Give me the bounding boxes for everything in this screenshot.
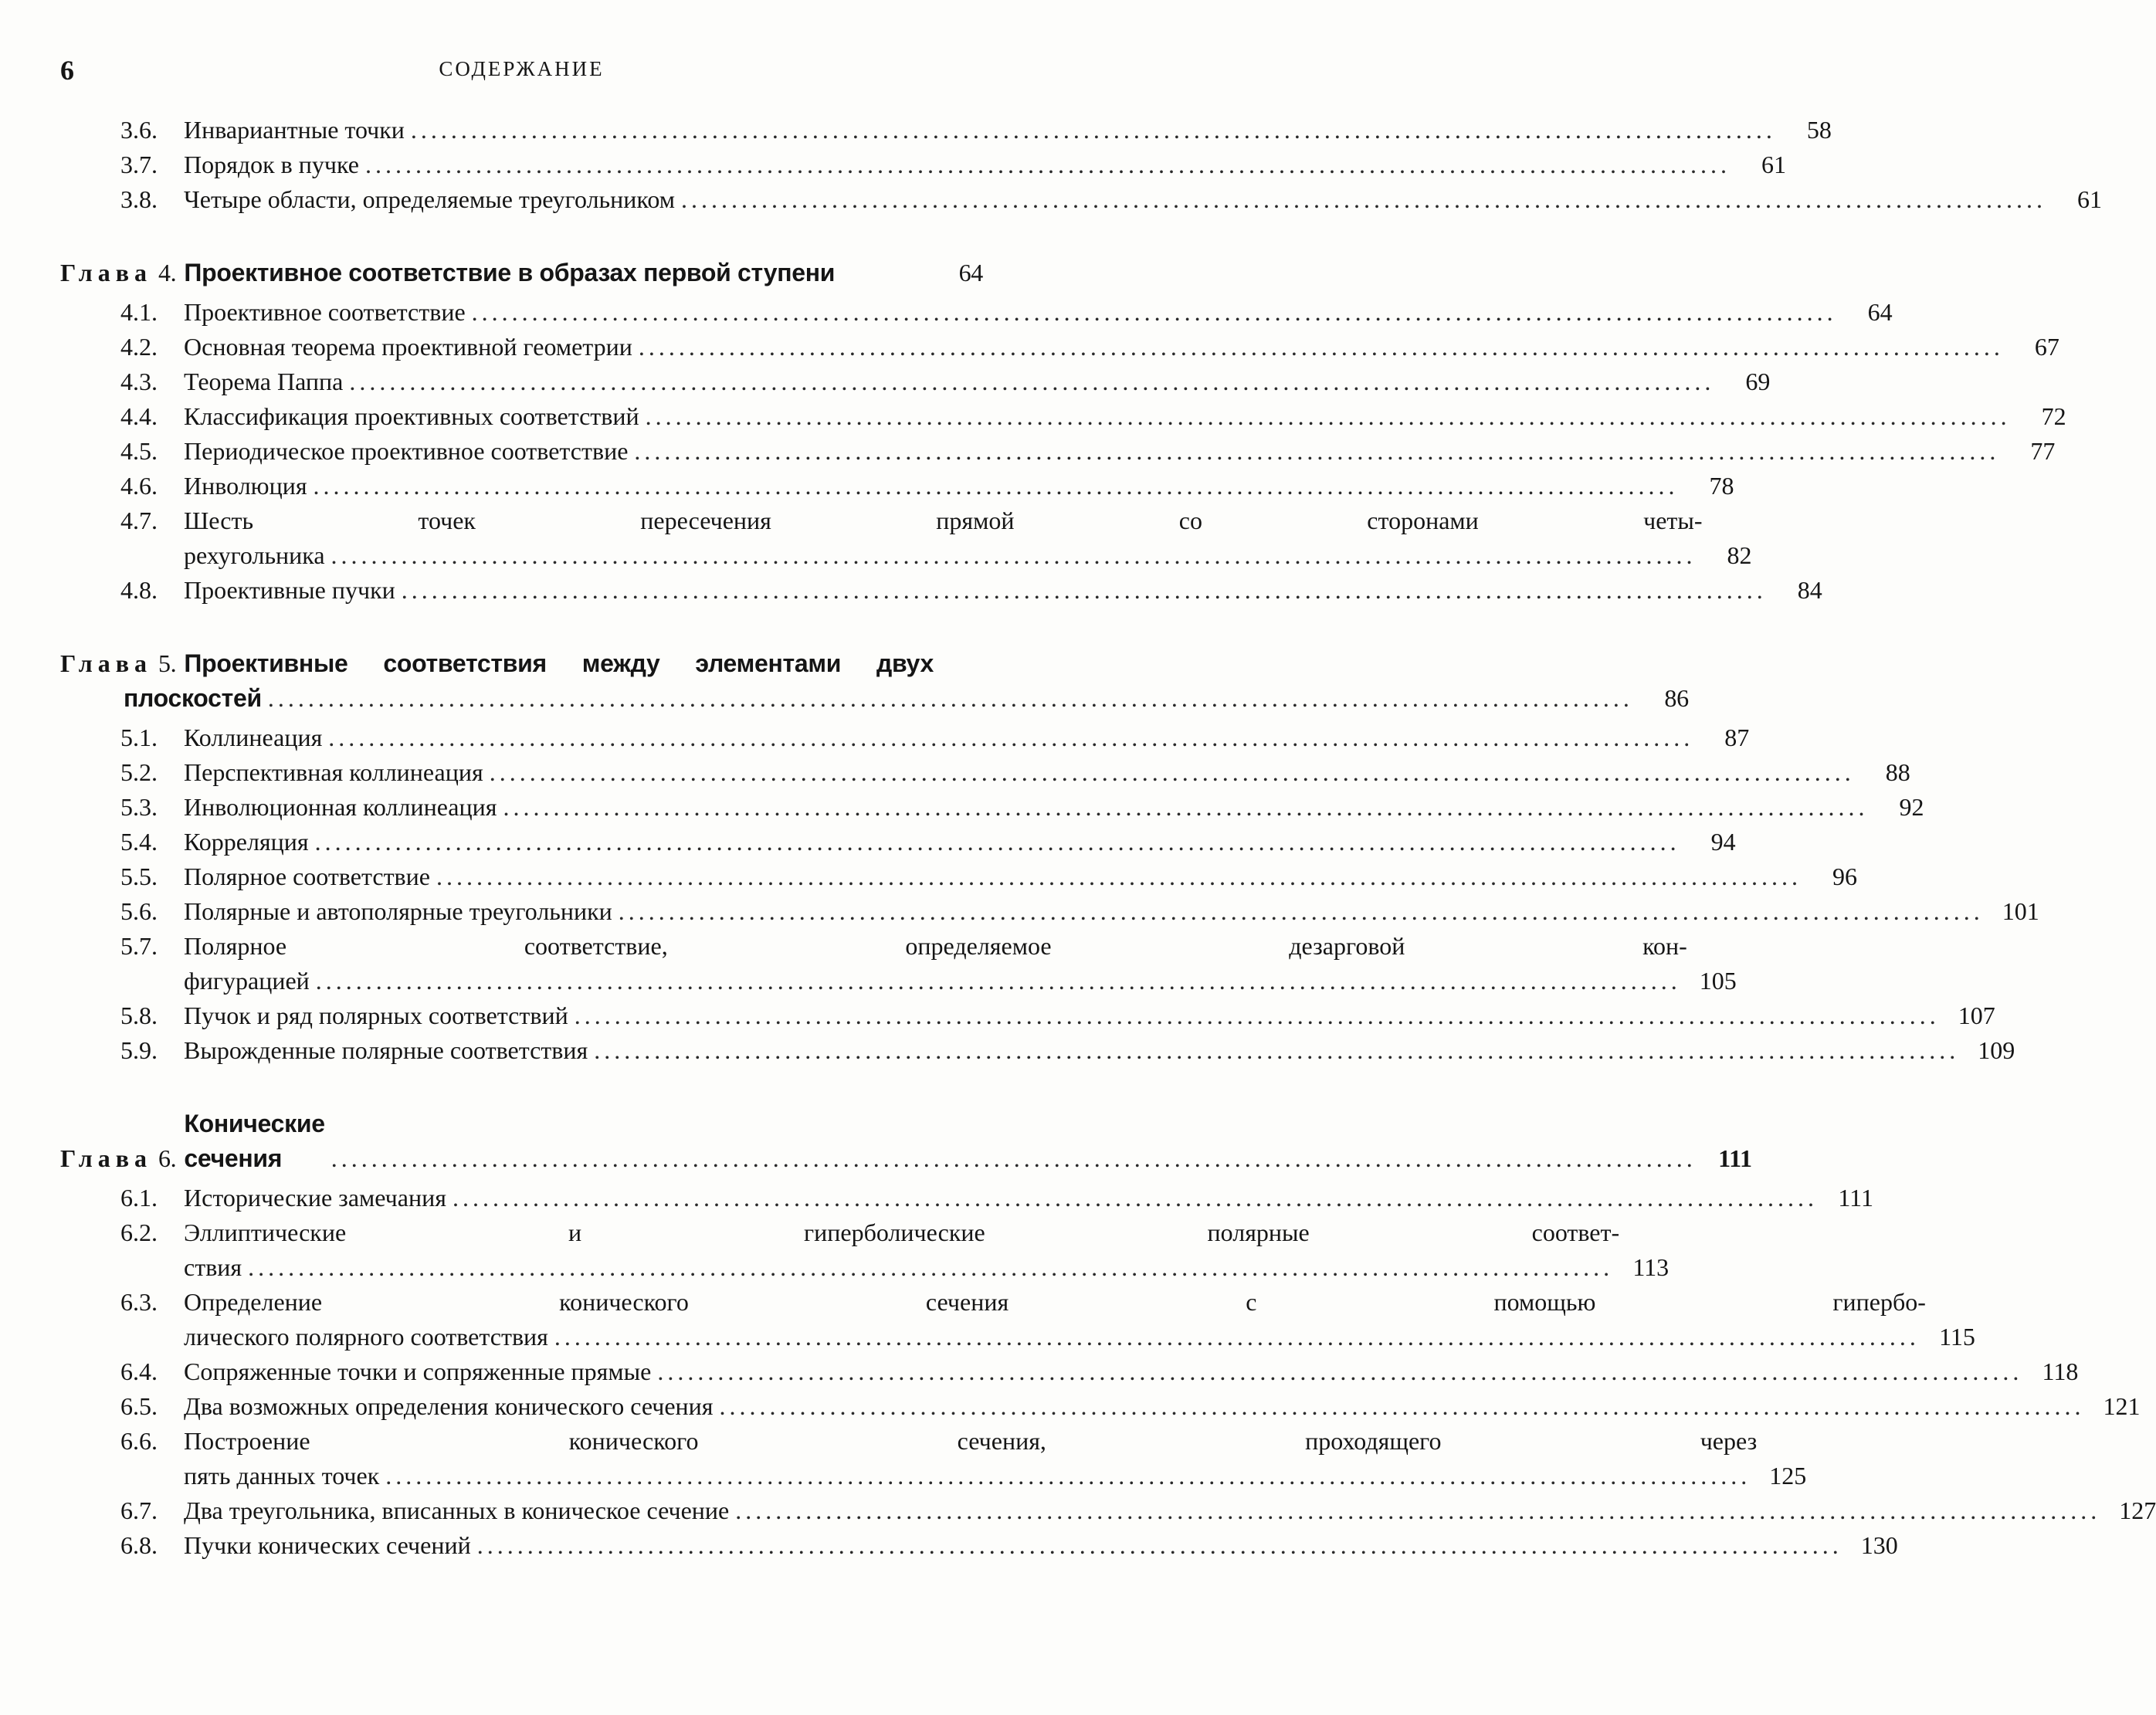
dot-leader xyxy=(503,790,1868,825)
running-head xyxy=(60,54,983,85)
dot-leader xyxy=(639,330,2004,364)
section-title-line-2: ствия xyxy=(184,1253,242,1281)
section-number: 5.9. xyxy=(120,1036,158,1064)
chapter-heading xyxy=(60,1107,1752,1176)
section-number: 3.8. xyxy=(120,185,158,213)
dot-leader xyxy=(385,1459,1751,1493)
section-title: Два возможных определения конического сечения xyxy=(184,1392,714,1420)
chapter-prefix: Глава xyxy=(60,259,152,286)
dot-leader xyxy=(331,538,1697,573)
section-title-line-1: Определение конического сечения с помощью гипербо- xyxy=(184,1288,1926,1316)
section-title: Полярные и автополярные треугольники xyxy=(184,897,612,925)
section-title: Проективные пучки xyxy=(184,576,395,604)
dot-leader xyxy=(349,364,1714,399)
toc-entry-4-7 xyxy=(60,503,1752,573)
section-page: 125 xyxy=(1769,1462,1807,1490)
dot-leader xyxy=(720,1389,2085,1424)
toc-entry-6-5 xyxy=(60,1389,2141,1424)
section-number: 5.8. xyxy=(120,1002,158,1029)
section-title-line-2: рехугольника xyxy=(184,541,325,569)
section-number: 6.5. xyxy=(120,1392,158,1420)
section-page: 82 xyxy=(1727,541,1752,569)
section-number: 4.7. xyxy=(120,507,158,534)
dot-leader xyxy=(477,1528,1842,1563)
section-number: 5.1. xyxy=(120,724,158,751)
section-title-line-2: пять данных точек xyxy=(184,1462,380,1490)
section-number: 6.7. xyxy=(120,1496,158,1524)
toc-entry-5-2 xyxy=(60,755,1910,790)
section-number: 6.2. xyxy=(120,1218,158,1246)
section-page: 115 xyxy=(1939,1323,1975,1351)
section-title: Коллинеация xyxy=(184,724,323,751)
section-number: 4.2. xyxy=(120,333,158,361)
dot-leader xyxy=(490,755,1855,790)
dot-leader xyxy=(575,998,1940,1033)
chapter-4 xyxy=(60,256,2066,608)
chapter-title-line-1: Проективные соответствия между элементами двух xyxy=(184,649,934,677)
toc-entry-4-3 xyxy=(60,364,1771,399)
toc-entry-6-4 xyxy=(60,1354,2079,1389)
section-page: 67 xyxy=(2034,333,2059,361)
section-page: 118 xyxy=(2042,1357,2079,1385)
toc-entry-5-9 xyxy=(60,1033,2015,1068)
section-page: 72 xyxy=(2041,402,2066,430)
section-number: 4.3. xyxy=(120,368,158,395)
section-title-line-1: Построение конического сечения, проходящего через xyxy=(184,1427,1758,1455)
toc-entry-6-3 xyxy=(60,1285,1975,1354)
section-title-line-2: лического полярного соответствия xyxy=(184,1323,548,1351)
section-number: 4.5. xyxy=(120,437,158,465)
section-page: 88 xyxy=(1885,758,1910,786)
toc-entry-6-7 xyxy=(60,1493,2156,1528)
toc-entry-3-8 xyxy=(60,182,2102,217)
toc-entry-3-7 xyxy=(60,147,1786,182)
section-title: Пучок и ряд полярных соответствий xyxy=(184,1002,568,1029)
section-number: 5.2. xyxy=(120,758,158,786)
section-title: Корреляция xyxy=(184,828,309,856)
chapter-page: 111 xyxy=(1718,1144,1752,1172)
chapter-3-sections xyxy=(60,113,2102,217)
section-page: 105 xyxy=(1699,967,1737,995)
dot-leader xyxy=(681,182,2046,217)
dot-leader xyxy=(634,434,1999,469)
section-number: 5.4. xyxy=(120,828,158,856)
section-page: 96 xyxy=(1832,863,1857,890)
section-page: 92 xyxy=(1899,793,1924,821)
dot-leader xyxy=(657,1354,2022,1389)
section-page: 84 xyxy=(1797,576,1822,604)
chapter-title-line-2: плоскостей xyxy=(124,684,262,712)
dot-leader xyxy=(594,1033,1959,1068)
dot-leader xyxy=(453,1181,1818,1215)
table-of-contents xyxy=(60,108,2156,1563)
chapter-6-sections xyxy=(60,1181,2156,1563)
toc-entry-5-8 xyxy=(60,998,1995,1033)
section-number: 6.4. xyxy=(120,1357,158,1385)
toc-entry-4-5 xyxy=(60,434,2056,469)
dot-leader xyxy=(411,113,1776,147)
toc-entry-6-8 xyxy=(60,1528,1898,1563)
section-title: Четыре области, определяемые треугольником xyxy=(184,185,675,213)
section-title: Полярное соответствие xyxy=(184,863,430,890)
chapter-prefix: Глава xyxy=(60,1144,152,1172)
dot-leader xyxy=(268,681,1633,716)
toc-entry-5-5 xyxy=(60,859,1857,894)
section-title: Пучки конических сечений xyxy=(184,1531,471,1559)
section-page: 61 xyxy=(1761,151,1786,178)
chapter-number: 6. xyxy=(158,1144,177,1172)
section-title: Перспективная коллинеация xyxy=(184,758,483,786)
section-page: 87 xyxy=(1724,724,1750,751)
section-number: 6.6. xyxy=(120,1427,158,1455)
chapter-heading xyxy=(60,256,983,290)
section-title: Исторические замечания xyxy=(184,1184,446,1212)
toc-entry-4-8 xyxy=(60,573,1822,608)
chapter-number: 5. xyxy=(158,649,177,677)
section-page: 78 xyxy=(1709,472,1734,500)
chapter-page: 64 xyxy=(958,259,983,286)
section-title-line-1: Полярное соответствие, определяемое дезарговой кон- xyxy=(184,932,1687,960)
dot-leader xyxy=(314,469,1679,503)
section-number: 6.8. xyxy=(120,1531,158,1559)
chapter-title: Проективное соответствие в образах первой ступени xyxy=(184,259,836,286)
section-title: Сопряженные точки и сопряженные прямые xyxy=(184,1357,652,1385)
chapter-page: 86 xyxy=(1664,684,1689,712)
chapter-title: Конические сечения xyxy=(184,1110,325,1172)
toc-entry-4-6 xyxy=(60,469,1734,503)
section-number: 4.6. xyxy=(120,472,158,500)
section-number: 4.1. xyxy=(120,298,158,326)
section-number: 6.1. xyxy=(120,1184,158,1212)
section-page: 130 xyxy=(1860,1531,1898,1559)
section-page: 101 xyxy=(2002,897,2039,925)
section-title: Два треугольника, вписанных в коническое сечение xyxy=(184,1496,730,1524)
section-number: 5.7. xyxy=(120,932,158,960)
section-page: 109 xyxy=(1978,1036,2015,1064)
toc-entry-6-6 xyxy=(60,1424,1807,1493)
section-title-line-1: Эллиптические и гиперболические полярные соответ- xyxy=(184,1218,1620,1246)
section-number: 5.5. xyxy=(120,863,158,890)
chapter-6 xyxy=(60,1107,2156,1563)
toc-entry-6-1 xyxy=(60,1181,1873,1215)
section-page: 113 xyxy=(1632,1253,1670,1281)
chapter-5-sections xyxy=(60,720,2039,1068)
chapter-number: 4. xyxy=(158,259,177,286)
section-page: 127 xyxy=(2119,1496,2156,1524)
running-title: СОДЕРЖАНИЕ xyxy=(439,57,605,80)
section-title: Инвариантные точки xyxy=(184,116,405,144)
dot-leader xyxy=(316,964,1681,998)
toc-entry-6-2 xyxy=(60,1215,1670,1285)
section-page: 111 xyxy=(1838,1184,1873,1212)
section-title: Инволюционная коллинеация xyxy=(184,793,497,821)
section-page: 94 xyxy=(1710,828,1736,856)
section-page: 69 xyxy=(1745,368,1771,395)
section-page: 61 xyxy=(2076,185,2102,213)
dot-leader xyxy=(735,1493,2100,1528)
section-title: Проективное соответствие xyxy=(184,298,466,326)
section-page: 107 xyxy=(1958,1002,1995,1029)
section-title: Классификация проективных соответствий xyxy=(184,402,639,430)
section-number: 5.3. xyxy=(120,793,158,821)
toc-entry-5-4 xyxy=(60,825,1736,859)
toc-entry-5-6 xyxy=(60,894,2039,929)
toc-entry-3-6 xyxy=(60,113,1832,147)
chapter-prefix: Глава xyxy=(60,649,152,677)
section-number: 6.3. xyxy=(120,1288,158,1316)
chapter-heading xyxy=(60,646,1689,716)
section-page: 58 xyxy=(1806,116,1832,144)
chapter-4-sections xyxy=(60,295,2066,608)
toc-entry-4-4 xyxy=(60,399,2066,434)
toc-entry-4-2 xyxy=(60,330,2059,364)
section-title: Теорема Паппа xyxy=(184,368,344,395)
dot-leader xyxy=(315,825,1680,859)
dot-leader xyxy=(646,399,2011,434)
section-number: 3.7. xyxy=(120,151,158,178)
dot-leader xyxy=(331,1141,1697,1176)
section-page: 64 xyxy=(1867,298,1893,326)
dot-leader xyxy=(554,1320,1920,1354)
toc-entry-5-1 xyxy=(60,720,1750,755)
toc-entry-5-7 xyxy=(60,929,1737,998)
section-title-line-2: фигурацией xyxy=(184,967,310,995)
dot-leader xyxy=(472,295,1837,330)
section-title: Инволюция xyxy=(184,472,307,500)
section-number: 4.4. xyxy=(120,402,158,430)
toc-entry-4-1 xyxy=(60,295,1893,330)
section-page: 77 xyxy=(2030,437,2056,465)
page-number: 6 xyxy=(60,55,74,86)
section-title: Порядок в пучке xyxy=(184,151,359,178)
section-page: 121 xyxy=(2103,1392,2141,1420)
dot-leader xyxy=(619,894,1984,929)
section-title: Вырожденные полярные соответствия xyxy=(184,1036,588,1064)
dot-leader xyxy=(436,859,1802,894)
toc-entry-5-3 xyxy=(60,790,1924,825)
dot-leader xyxy=(365,147,1731,182)
section-number: 4.8. xyxy=(120,576,158,604)
dot-leader xyxy=(248,1250,1613,1285)
section-number: 3.6. xyxy=(120,116,158,144)
chapter-3-tail xyxy=(60,113,2102,217)
chapter-5 xyxy=(60,646,2039,1068)
section-number: 5.6. xyxy=(120,897,158,925)
section-title: Основная теорема проективной геометрии xyxy=(184,333,632,361)
dot-leader xyxy=(328,720,1693,755)
section-title: Периодическое проективное соответствие xyxy=(184,437,629,465)
dot-leader xyxy=(402,573,1767,608)
section-title-line-1: Шесть точек пересечения прямой со сторонами четы- xyxy=(184,507,1703,534)
